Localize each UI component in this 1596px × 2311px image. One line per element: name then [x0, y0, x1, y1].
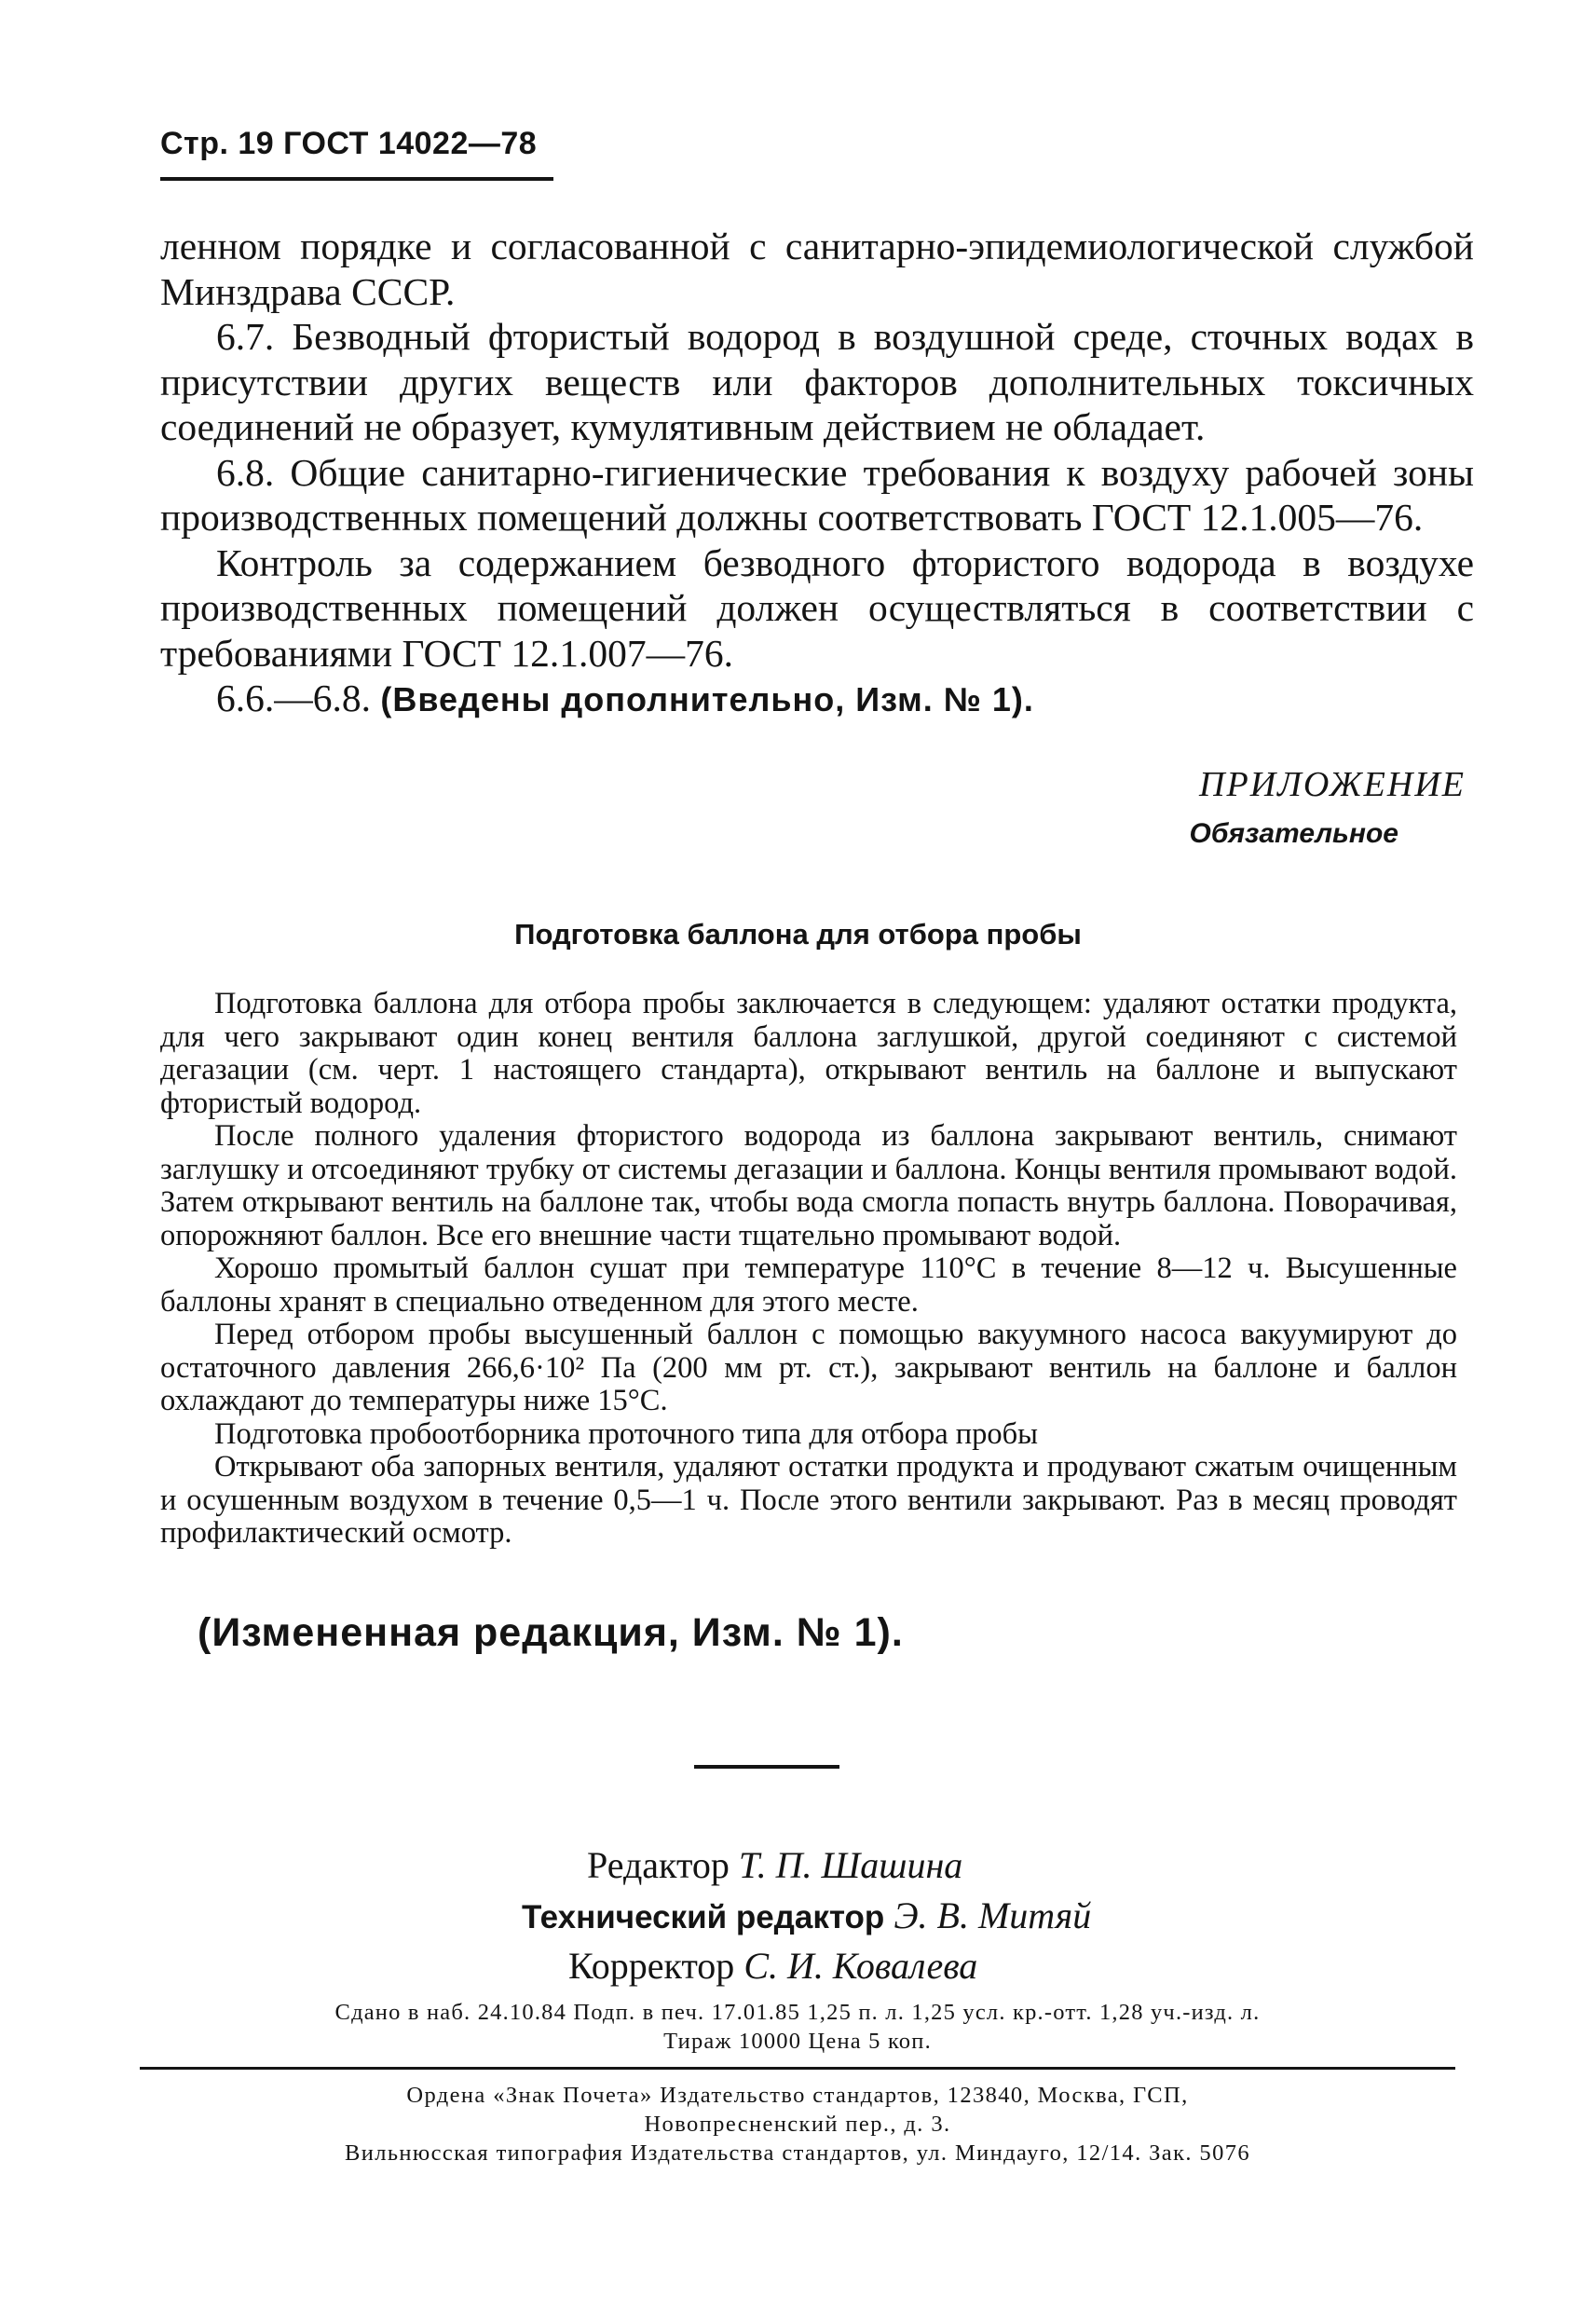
paragraph-6-7: 6.7. Безводный фтористый водород в воздушной среде, сточных водах в присутствии других веществ или факторов дополнительных токсичных соединений не образует, кумулятивным действием не обладает. — [160, 315, 1474, 448]
appendix-title: ПРИЛОЖЕНИЕ — [1199, 765, 1466, 804]
section-divider — [694, 1765, 839, 1769]
page-header: Стр. 19 ГОСТ 14022—78 — [160, 126, 538, 161]
corrector-name: С. И. Ковалева — [743, 1945, 978, 1987]
main-text — [160, 224, 1474, 723]
imprint-line: Сдано в наб. 24.10.84 Подп. в печ. 17.01.85 1,25 п. л. 1,25 усл. кр.-отт. 1,28 уч.-изд. л. — [334, 2000, 1261, 2025]
publisher-address: Новопресненский пер., д. 3. — [644, 2112, 951, 2137]
paragraph-continuation: ленном порядке и согласованной с санитарно-эпидемиологической службой Минздрава СССР. — [160, 225, 1474, 313]
publisher-line: Ордена «Знак Почета» Издательство стандартов, 123840, Москва, ГСП, — [406, 2083, 1189, 2108]
appendix-paragraph: Хорошо промытый баллон сушат при температуре 110°С в течение 8—12 ч. Высушенные баллоны хранят в специально отведенном для этого месте. — [160, 1251, 1457, 1319]
header-rule — [160, 177, 553, 181]
paragraph-amendment — [160, 676, 1474, 723]
appendix-text — [160, 988, 1457, 1551]
print-run-line: Тираж 10000 Цена 5 коп. — [663, 2029, 932, 2054]
amendment-range: 6.6.—6.8. — [216, 677, 371, 719]
appendix-paragraph: Открывают оба запорных вентиля, удаляют остатки продукта и продувают сжатым очищенным и осушенным воздухом в течение 0,5—1 ч. После этого вентили закрывают. Раз в месяц проводят профилактический осмотр. — [160, 1450, 1457, 1550]
appendix-paragraph: После полного удаления фтористого водорода из баллона закрывают вентиль, снимают заглушку и отсоединяют трубку от системы дегазации и баллона. Концы вентиля промывают водой. Затем открывают вентиль на баллоне так, чтобы вода смогла попасть внутрь баллона. Поворачивая, опорожняют баллон. Все его внешние части тщательно промывают водой. — [160, 1119, 1457, 1252]
appendix-paragraph: Подготовка баллона для отбора пробы заключается в следующем: удаляют остатки продукта, для чего закрывают один конец вентиля баллона заглушкой, другой соединяют с системой дегазации (см. черт. 1 настоящего стандарта), открывают вентиль на баллоне и выпускают фтористый водород. — [160, 987, 1457, 1120]
change-note: (Измененная редакция, Изм. № 1). — [198, 1610, 904, 1655]
editor-name: Т. П. Шашина — [738, 1844, 963, 1886]
corrector-label: Корректор — [568, 1945, 735, 1987]
printer-line: Вильнюсская типография Издательства стандартов, ул. Миндауго, 12/14. Зак. 5076 — [344, 2140, 1251, 2166]
imprint-rule — [140, 2067, 1455, 2070]
editor-line — [587, 1840, 962, 1891]
appendix-paragraph: Подготовка пробоотборника проточного типа для отбора пробы — [214, 1416, 1039, 1451]
amendment-note: (Введены дополнительно, Изм. № 1). — [380, 680, 1034, 718]
publisher-block — [140, 2081, 1455, 2167]
tech-editor-label: Технический редактор — [522, 1899, 885, 1935]
tech-editor-name: Э. В. Митяй — [893, 1894, 1092, 1936]
editor-label: Редактор — [587, 1844, 730, 1886]
imprint-block — [140, 1998, 1455, 2056]
paragraph-6-8: 6.8. Общие санитарно-гигиенические требования к воздуху рабочей зоны производственных помещений должны соответствовать ГОСТ 12.1.005—76. — [160, 450, 1474, 539]
tech-editor-line — [522, 1891, 1091, 1943]
appendix-paragraph: Перед отбором пробы высушенный баллон с помощью вакуумного насоса вакуумируют до остаточного давления 266,6·10² Па (200 мм рт. ст.), закрывают вентиль на баллоне и баллон охлаждают до температуры ниже 15°С. — [160, 1318, 1457, 1417]
corrector-line — [568, 1941, 977, 1991]
appendix-status: Обязательное — [1189, 818, 1398, 849]
paragraph-control: Контроль за содержанием безводного фтористого водорода в воздухе производственных помещений должен осуществляться в соответствии с требованиями ГОСТ 12.1.007—76. — [160, 540, 1474, 675]
appendix-heading: Подготовка баллона для отбора пробы — [514, 918, 1082, 950]
